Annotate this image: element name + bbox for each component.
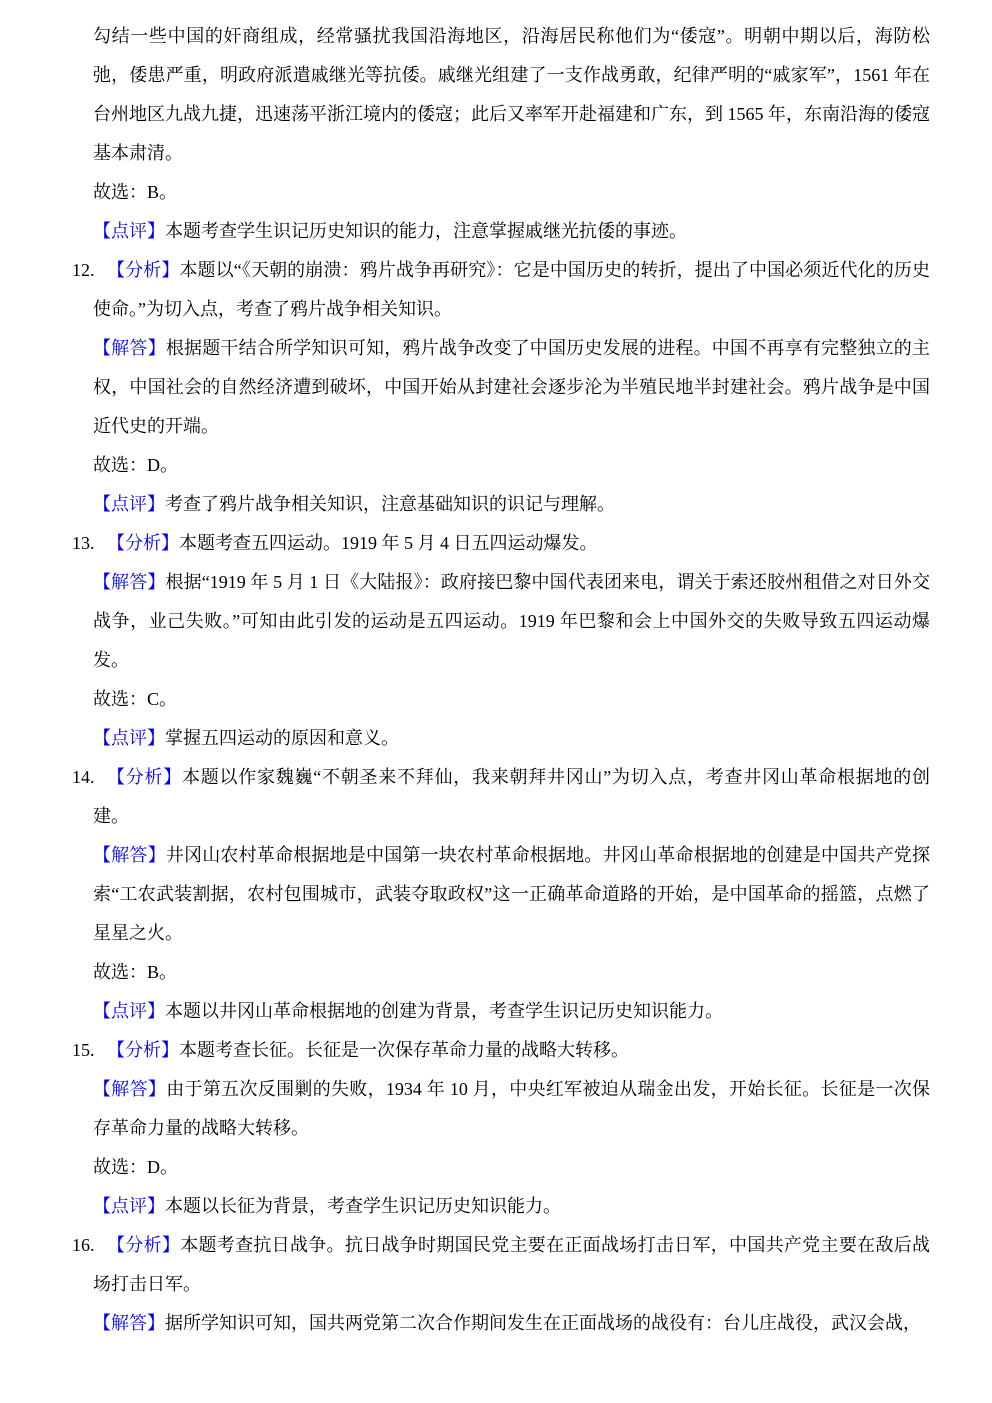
paragraph-comment bbox=[93, 992, 930, 1031]
analysis-label: 【分析】 bbox=[107, 1040, 179, 1060]
paragraph-text: 本题以“《天朝的崩溃：鸦片战争再研究》：它是中国历史的转折，提出了中国必须近代化的历史使命。”为切入点，考查了鸦片战争相关知识。 bbox=[93, 260, 930, 319]
comment-label: 【点评】 bbox=[93, 221, 165, 241]
analysis-label: 【分析】 bbox=[107, 1235, 181, 1255]
paragraph-text: 本题以作家魏巍“不朝圣来不拜仙，我来朝拜井冈山”为切入点，考查井冈山革命根据地的创建。 bbox=[93, 767, 931, 826]
item-number: 15. bbox=[72, 1040, 95, 1060]
answer-item bbox=[72, 251, 931, 524]
answer-item bbox=[72, 1226, 931, 1343]
answer-item bbox=[72, 524, 930, 758]
paragraph-solution bbox=[93, 563, 930, 680]
comment-label: 【点评】 bbox=[93, 1001, 165, 1021]
paragraph-choice bbox=[93, 1148, 930, 1187]
paragraph-text: 本题考查长征。长征是一次保存革命力量的战略大转移。 bbox=[179, 1040, 629, 1060]
paragraph-text: 本题考查抗日战争。抗日战争时期国民党主要在正面战场打击日军，中国共产党主要在敌后战场打击日军。 bbox=[93, 1235, 931, 1294]
paragraph-text: 根据“1919 年 5 月 1 日《大陆报》：政府接巴黎中国代表团来电，谓关于索还胶州租借之对日外交战争，业己失败。”可知由此引发的运动是五四运动。1919 年巴黎和会上中国外交的失败导致五四运动爆发。 bbox=[93, 572, 930, 670]
analysis-label: 【分析】 bbox=[107, 260, 180, 280]
paragraph-analysis bbox=[72, 758, 931, 836]
paragraph-analysis bbox=[72, 251, 930, 329]
paragraph-comment bbox=[93, 1187, 930, 1226]
paragraph-text: 由于第五次反围剿的失败，1934 年 10 月，中央红军被迫从瑞金出发，开始长征。长征是一次保存革命力量的战略大转移。 bbox=[93, 1079, 931, 1138]
item-number: 14. bbox=[72, 767, 95, 787]
paragraph-choice bbox=[93, 173, 930, 212]
solution-label: 【解答】 bbox=[93, 845, 166, 865]
paragraph-text: 故选：D。 bbox=[93, 455, 178, 475]
analysis-label: 【分析】 bbox=[107, 767, 183, 787]
solution-label: 【解答】 bbox=[93, 1313, 165, 1333]
solution-label: 【解答】 bbox=[93, 1079, 167, 1099]
paragraph-solution bbox=[93, 329, 930, 446]
paragraph-text: 井冈山农村革命根据地是中国第一块农村革命根据地。井冈山革命根据地的创建是中国共产党探索“工农武装割据，农村包围城市，武装夺取政权”这一正确革命道路的开始，是中国革命的摇篮，点燃了星星之火。 bbox=[93, 845, 931, 943]
paragraph-text: 本题以井冈山革命根据地的创建为背景，考查学生识记历史知识能力。 bbox=[165, 1001, 723, 1021]
paragraph-text: 故选：C。 bbox=[93, 689, 178, 709]
comment-label: 【点评】 bbox=[93, 1196, 165, 1216]
item-number: 16. bbox=[72, 1235, 95, 1255]
paragraph-analysis bbox=[72, 1031, 930, 1070]
paragraph-text: 根据题干结合所学知识可知，鸦片战争改变了中国历史发展的进程。中国不再享有完整独立的主权，中国社会的自然经济遭到破坏，中国开始从封建社会逐步沦为半殖民地半封建社会。鸦片战争是中国近代史的开端。 bbox=[93, 338, 931, 436]
paragraph-solution bbox=[93, 836, 930, 953]
paragraph-text: 本题以长征为背景，考查学生识记历史知识能力。 bbox=[165, 1196, 561, 1216]
paragraph-text: 勾结一些中国的奸商组成，经常骚扰我国沿海地区，沿海居民称他们为“倭寇”。明朝中期以后，海防松弛，倭患严重，明政府派遣戚继光等抗倭。戚继光组建了一支作战勇敢，纪律严明的“戚家军”，1561 年在台州地区九战九捷，迅速荡平浙江境内的倭寇；此后又率军开赴福建和广东，到 1565 年，东南沿海的倭寇基本肃清。 bbox=[93, 26, 930, 163]
paragraph-text: 掌握五四运动的原因和意义。 bbox=[165, 728, 399, 748]
paragraph-text: 考查了鸦片战争相关知识，注意基础知识的识记与理解。 bbox=[165, 494, 615, 514]
paragraph-text: 本题考查五四运动。1919 年 5 月 4 日五四运动爆发。 bbox=[179, 533, 598, 553]
answer-item bbox=[72, 1031, 931, 1226]
answer-item bbox=[72, 758, 931, 1031]
paragraph-text: 据所学知识可知，国共两党第二次合作期间发生在正面战场的战役有：台儿庄战役，武汉会战， bbox=[165, 1313, 921, 1333]
paragraph-comment bbox=[93, 719, 930, 758]
comment-label: 【点评】 bbox=[93, 728, 165, 748]
paragraph-solution bbox=[93, 1070, 930, 1148]
paragraph-choice bbox=[93, 446, 930, 485]
paragraph-analysis bbox=[72, 1226, 931, 1304]
paragraph-body bbox=[93, 17, 930, 173]
analysis-label: 【分析】 bbox=[107, 533, 179, 553]
solution-label: 【解答】 bbox=[93, 572, 166, 592]
paragraph-text: 故选：B。 bbox=[93, 962, 178, 982]
paragraph-choice bbox=[93, 953, 930, 992]
item-number: 13. bbox=[72, 533, 95, 553]
paragraph-text: 故选：D。 bbox=[93, 1157, 178, 1177]
solution-label: 【解答】 bbox=[93, 338, 166, 358]
paragraph-comment bbox=[93, 485, 930, 524]
paragraph-solution bbox=[93, 1304, 930, 1343]
answer-item bbox=[93, 17, 930, 251]
item-number: 12. bbox=[72, 260, 95, 280]
paragraph-text: 故选：B。 bbox=[93, 182, 178, 202]
paragraph-analysis bbox=[72, 524, 930, 563]
paragraph-text: 本题考查学生识记历史知识的能力，注意掌握戚继光抗倭的事迹。 bbox=[165, 221, 687, 241]
paragraph-choice bbox=[93, 680, 930, 719]
comment-label: 【点评】 bbox=[93, 494, 165, 514]
paragraph-comment bbox=[93, 212, 930, 251]
